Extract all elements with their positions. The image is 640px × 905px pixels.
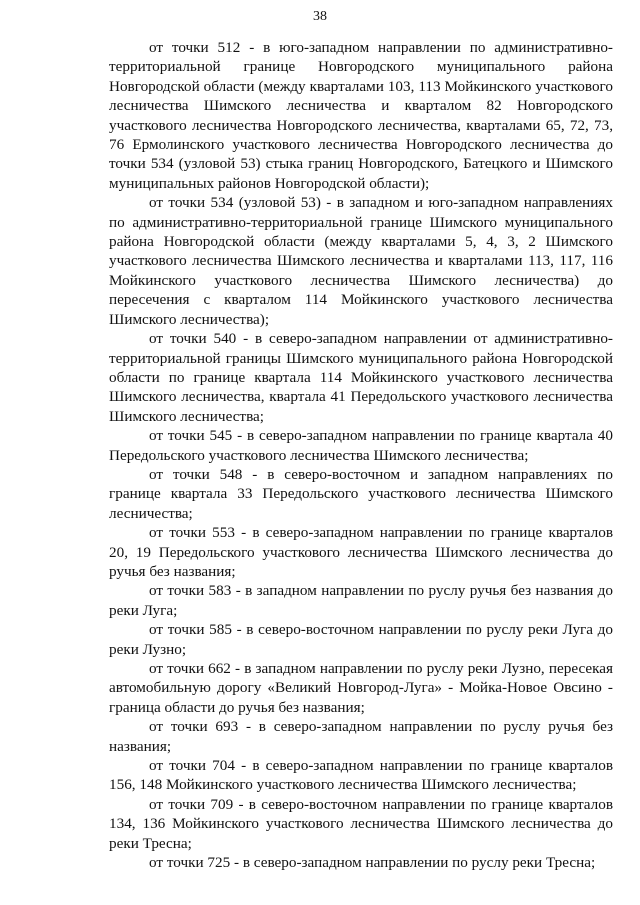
paragraph: от точки 693 - в северо-западном направлении по руслу ручья без названия;	[109, 718, 613, 755]
paragraph: от точки 585 - в северо-восточном направлении по руслу реки Луга до реки Лузно;	[109, 621, 613, 658]
paragraph: от точки 704 - в северо-западном направлении по границе кварталов 156, 148 Мойкинского участкового лесничества Шимского лесничества;	[109, 757, 613, 794]
paragraph: от точки 662 - в западном направлении по руслу реки Лузно, пересекая автомобильную дорогу «Великий Новгород-Луга» - Мойка-Новое Овсино - граница области до ручья без названия;	[109, 660, 613, 716]
paragraph: от точки 512 - в юго-западном направлении по административно-территориальной границе Новгородского муниципального района Новгородской области (между кварталами 103, 113 Мойкинского участкового лесничества Шимского лесничества и кварталом 82 Новгородского участкового лесничества Новгородского лесничества, кварталами 65, 72, 73, 76 Ермолинского участкового лесничества Новгородского лесничества до точки 534 (узловой 53) стыка границ Новгородского, Батецкого и Шимского муниципальных районов Новгородской области);	[109, 39, 613, 192]
paragraph: от точки 553 - в северо-западном направлении по границе кварталов 20, 19 Передольского участкового лесничества Шимского лесничества до ручья без названия;	[109, 524, 613, 580]
paragraph: от точки 534 (узловой 53) - в западном и юго-западном направлениях по административно-территориальной границе Шимского муниципального района Новгородской области (между кварталами 5, 4, 3, 2 Шимского участкового лесничества Шимского лесничества и кварталами 113, 117, 116 Мойкинского участкового лесничества Шимского лесничества) до пересечения с кварталом 114 Мойкинского участкового лесничества Шимского лесничества);	[109, 194, 613, 328]
paragraph: от точки 709 - в северо-восточном направлении по границе кварталов 134, 136 Мойкинского участкового лесничества Шимского лесничества до реки Тресна;	[109, 795, 613, 852]
paragraph: от точки 545 - в северо-западном направлении по границе квартала 40 Передольского участкового лесничества Шимского лесничества;	[109, 427, 613, 464]
paragraph: от точки 548 - в северо-восточном и западном направлениях по границе квартала 33 Передольского участкового лесничества Шимского лесничества;	[109, 465, 613, 522]
page-number: 38	[313, 9, 327, 24]
document-body	[109, 38, 613, 872]
paragraph: от точки 583 - в западном направлении по руслу ручья без названия до реки Луга;	[109, 582, 613, 619]
paragraph: от точки 725 - в северо-западном направлении по руслу реки Тресна;	[149, 854, 596, 872]
paragraph: от точки 540 - в северо-западном направлении от административно-территориальной границы Шимского муниципального района Новгородской области по границе квартала 114 Мойкинского участкового лесничества Шимского лесничества, квартала 41 Передольского участкового лесничества Шимского лесничества;	[109, 330, 613, 425]
